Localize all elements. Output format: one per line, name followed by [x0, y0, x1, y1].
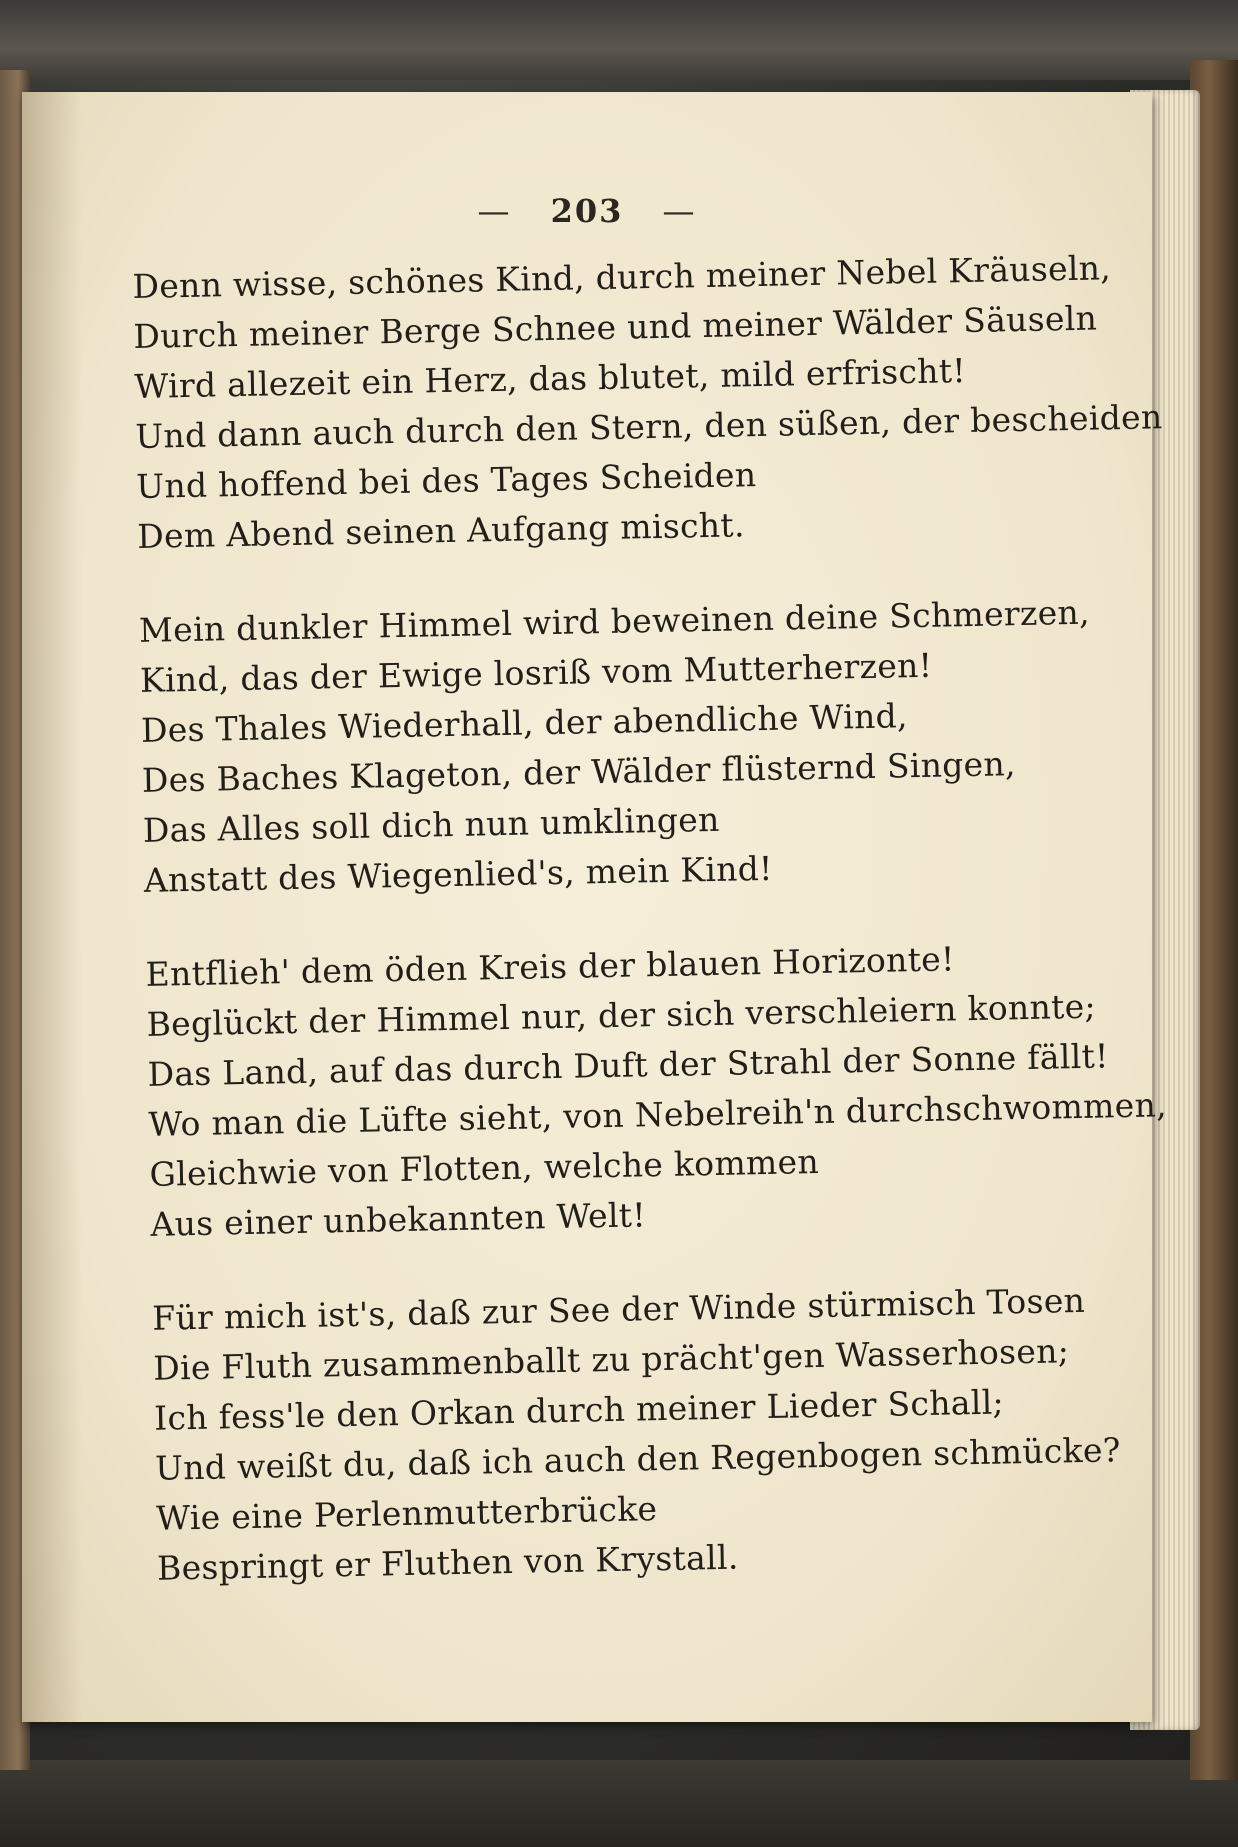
poem-line: Mein dunkler Himmel wird beweinen deine Schmerzen, [138, 592, 1091, 650]
poem-line: Bespringt er Fluthen von Krystall. [156, 1537, 739, 1588]
poem-line: Beglückt der Himmel nur, der sich verschleiern konnte; [146, 986, 1097, 1044]
cover-bottom-edge [0, 1760, 1238, 1847]
page-number-prefix: — [477, 192, 512, 230]
poem-line: Kind, das der Ewige losriß vom Mutterherzen! [139, 645, 933, 700]
page-number-header [22, 192, 1152, 230]
page-number-suffix: — [662, 192, 697, 230]
poem-line: Das Alles soll dich nun umklingen [142, 799, 720, 850]
stanza-4 [151, 1277, 1122, 1594]
poem-line: Aus einer unbekannten Welt! [150, 1195, 647, 1244]
poem-line: Entflieh' dem öden Kreis der blauen Horizonte! [145, 939, 955, 994]
poem-line: Wie eine Perlenmutterbrücke [155, 1489, 658, 1538]
poem-line: Die Fluth zusammenballt zu prächt'gen Wasserhosen; [152, 1331, 1070, 1388]
poem-line: Dem Abend seinen Aufgang mischt. [136, 505, 746, 556]
poem-line: Wo man die Lüfte sieht, von Nebelreih'n durchschwommen, [148, 1085, 1168, 1144]
cover-top-edge [0, 0, 1238, 80]
poem-line: Gleichwie von Flotten, welche kommen [149, 1141, 820, 1194]
poem-line: Wird allezeit ein Herz, das blutet, mild erfrischt! [134, 351, 967, 406]
poem-line: Und hoffend bei des Tages Scheiden [135, 455, 757, 506]
poem-line: Das Land, auf das durch Duft der Strahl der Sonne fällt! [147, 1036, 1109, 1094]
gutter-shadow [22, 92, 82, 1722]
stanza-3 [145, 933, 1168, 1250]
poem-line: Und dann auch durch den Stern, den süßen, der bescheiden [134, 397, 1163, 456]
page-number: 203 [550, 192, 624, 230]
stanza-2 [138, 589, 1091, 906]
poem-line: Ich fess'le den Orkan durch meiner Lieder Schall; [153, 1382, 1005, 1438]
stanza-1 [132, 245, 1163, 562]
poem-line: Anstatt des Wiegenlied's, mein Kind! [143, 848, 774, 900]
book-page [22, 92, 1168, 1722]
poem-line: Denn wisse, schönes Kind, durch meiner Nebel Kräuseln, [132, 248, 1112, 306]
poem-line: Und weißt du, daß ich auch den Regenbogen schmücke? [154, 1430, 1122, 1488]
poem-text [132, 245, 1168, 1638]
poem-line: Des Thales Wiederhall, der abendliche Wind, [140, 696, 909, 750]
poem-line: Des Baches Klageton, der Wälder flüsternd Singen, [141, 744, 1017, 800]
poem-line: Für mich ist's, daß zur See der Winde stürmisch Tosen [151, 1280, 1086, 1338]
poem-line: Durch meiner Berge Schnee und meiner Wälder Säuseln [133, 298, 1098, 356]
